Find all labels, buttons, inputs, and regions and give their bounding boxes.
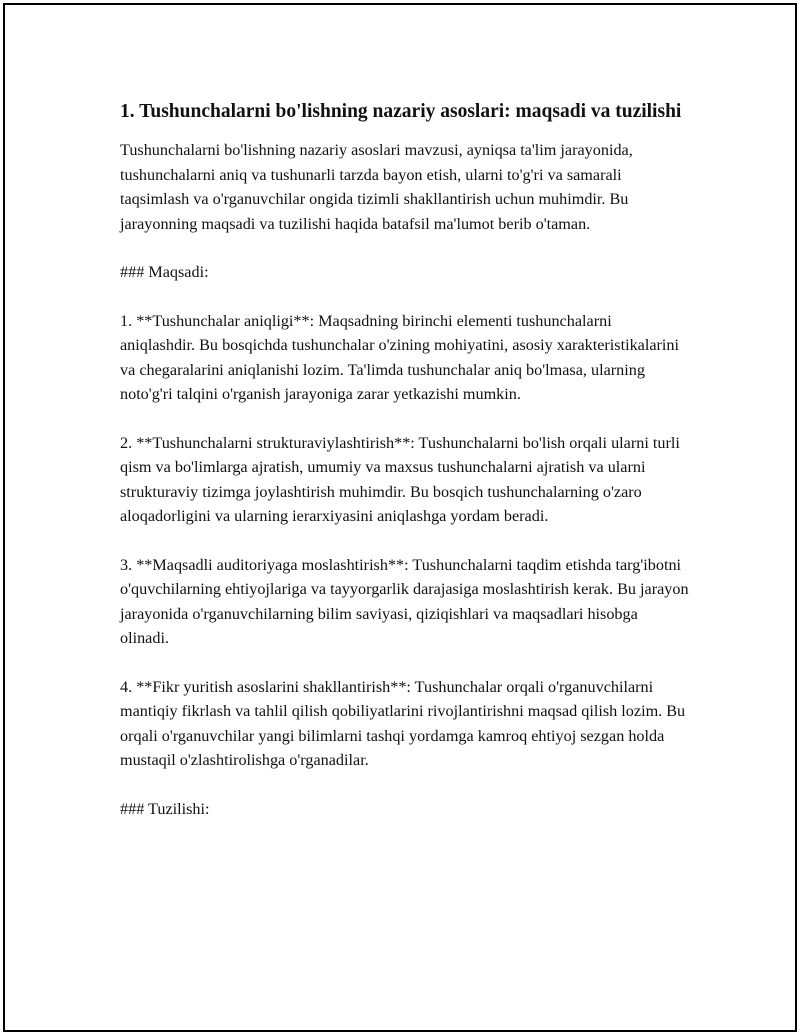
section-heading-maqsadi: ### Maqsadi:: [120, 263, 209, 281]
document-page: [3, 3, 797, 1032]
document-title: 1. Tushunchalarni bo'lishning nazariy asoslari: maqsadi va tuzilishi: [120, 101, 682, 122]
document-body: [120, 98, 690, 845]
list-item: 1. **Tushunchalar aniqligi**: Maqsadning birinchi elementi tushunchalarni aniqlashdir. Bu bosqichda tushunchalar o'zining mohiyatini, asosiy xarakteristikalarini va chegaralarini aniqlanishi lozim. Ta'limda tushunchalar aniq bo'lmasa, ularning noto'g'ri talqini o'rganish jarayoniga zarar yetkazishi mumkin.: [120, 311, 680, 403]
intro-paragraph: Tushunchalarni bo'lishning nazariy asoslari mavzusi, ayniqsa ta'lim jarayonida, tushunchalarni aniq va tushunarli tarzda bayon etish, ularni to'g'ri va samarali taqsimlash va o'rganuvchilar ongida tizimli shakllantirish uchun muhimdir. Bu jarayonning maqsadi va tuzilishi haqida batafsil ma'lumot berib o'taman.: [120, 141, 633, 233]
list-item: 3. **Maqsadli auditoriyaga moslashtirish**: Tushunchalarni taqdim etishda targ'ibotni o'quvchilarning ehtiyojlariga va tayyorgarlik darajasiga moslashtirish kerak. Bu jarayon jarayonida o'rganuvchilarning bilim saviyasi, qiziqishlari va maqsadlari hisobga olinadi.: [120, 555, 689, 647]
list-item: 2. **Tushunchalarni strukturaviylashtirish**: Tushunchalarni bo'lish orqali ularni turli qism va bo'limlarga ajratish, umumiy va maxsus tushunchalarni ajratish va ularni strukturaviy tizimga joylashtirish muhimdir. Bu bosqich tushunchalarning o'zaro aloqadorligini va ularning ierarxiyasini aniqlashga yordam beradi.: [120, 433, 680, 525]
list-item: 4. **Fikr yuritish asoslarini shakllantirish**: Tushunchalar orqali o'rganuvchilarni mantiqiy fikrlash va tahlil qilish qobiliyatlarini rivojlantirishni maqsad qilish lozim. Bu orqali o'rganuvchilar yangi bilimlarni tashqi yordamga kamroq ehtiyoj sezgan holda mustaqil o'zlashtirolishga o'rganadilar.: [120, 677, 686, 769]
section-heading-tuzilishi: ### Tuzilishi:: [120, 799, 210, 818]
